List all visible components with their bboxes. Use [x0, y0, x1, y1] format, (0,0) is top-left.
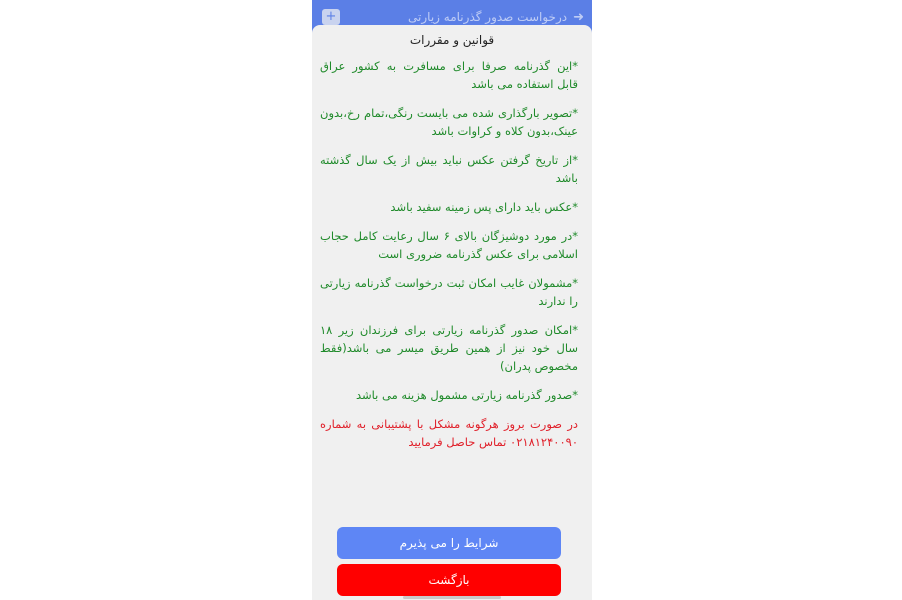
rule-item: *امکان صدور گذرنامه زیارتی برای فرزندان زیر ۱۸ سال خود نیز از همین طریق میسر می باشد(فقط مخصوص پدران) [320, 323, 578, 373]
back-arrow-icon[interactable]: ➜ [573, 9, 584, 25]
rule-item: *تصویر بارگذاری شده می بایست رنگی،تمام رخ،بدون عینک،بدون کلاه و کراوات باشد [320, 106, 578, 138]
rule-item: *مشمولان غایب امکان ثبت درخواست گذرنامه زیارتی را ندارند [320, 276, 578, 308]
back-button[interactable]: بازگشت [337, 564, 561, 596]
accept-terms-button[interactable]: شرایط را می پذیرم [337, 527, 561, 559]
rule-item: *از تاریخ گرفتن عکس نباید بیش از یک سال گذشته باشد [320, 153, 578, 185]
support-note: در صورت بروز هرگونه مشکل با پشتیبانی به شماره ۰۲۱۸۱۲۴۰۰۹۰ تماس حاصل فرمایید [320, 417, 578, 449]
phone-screen [312, 0, 592, 600]
app-bar-title: درخواست صدور گذرنامه زیارتی [408, 10, 568, 24]
home-indicator [403, 596, 501, 599]
plus-icon[interactable]: + [322, 9, 340, 25]
rules-list [320, 57, 578, 462]
sheet-title: قوانین و مقررات [409, 33, 495, 47]
terms-bottom-sheet [312, 25, 592, 600]
rule-item: *در مورد دوشیزگان بالای ۶ سال رعایت کامل حجاب اسلامی برای عکس گذرنامه ضروری است [320, 229, 578, 261]
rule-item: *عکس باید دارای پس زمینه سفید باشد [390, 200, 578, 214]
app-bar-title-group [408, 10, 584, 25]
rule-item: *این گذرنامه صرفا برای مسافرت به کشور عراق قابل استفاده می باشد [320, 59, 578, 91]
rule-item: *صدور گذرنامه زیارتی مشمول هزینه می باشد [355, 388, 578, 402]
